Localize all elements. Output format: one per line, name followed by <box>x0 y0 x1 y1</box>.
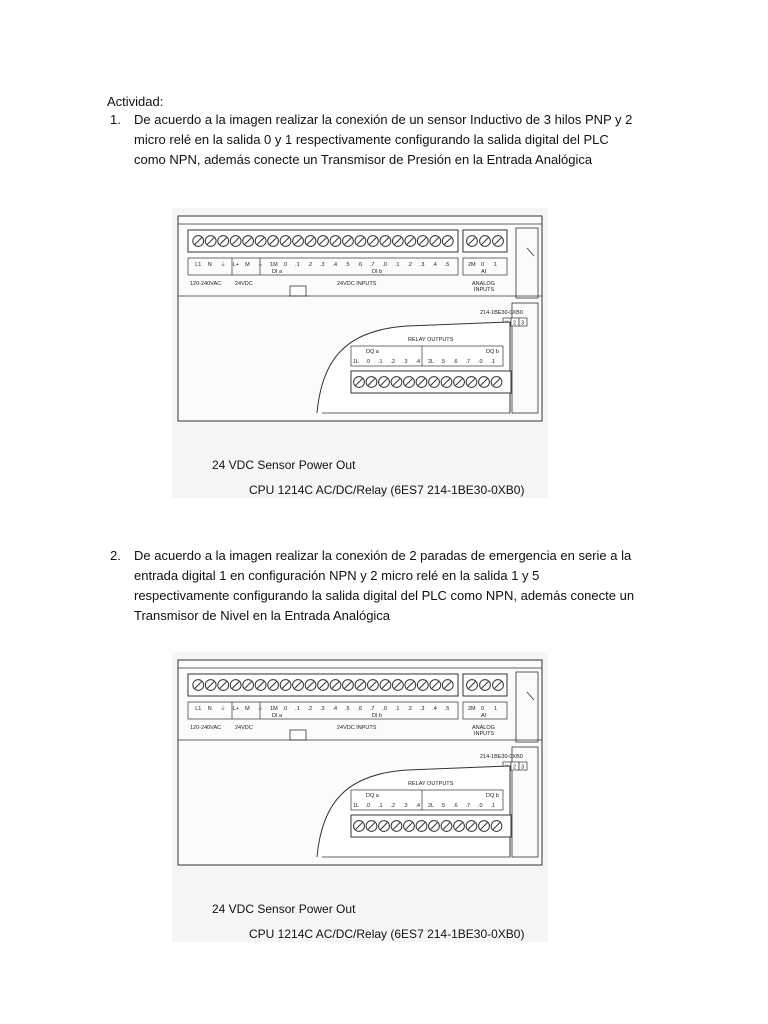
analog-label: ANALOG <box>472 281 495 287</box>
group-label-dia: DI a <box>272 713 283 719</box>
dc-label: 24VDC <box>235 725 253 731</box>
terminal-label: .0 <box>282 262 288 268</box>
terminal-label: .7 <box>369 262 375 268</box>
terminal-label: .2 <box>390 359 396 365</box>
relay-title: RELAY OUTPUTS <box>408 781 454 787</box>
item-number: 2. <box>110 548 121 563</box>
sensor-power-label: 24 VDC Sensor Power Out <box>212 458 356 472</box>
terminal-label: ⏚ <box>257 706 264 712</box>
terminal-label: ⏚ <box>220 706 226 712</box>
item-line: De acuerdo a la imagen realizar la conexión de un sensor Inductivo de 3 hilos PNP y 2 <box>134 112 633 127</box>
terminal-label: 0 <box>481 262 485 268</box>
x-box-label: 2 <box>513 320 517 327</box>
group-label-dia: DI a <box>272 269 283 275</box>
terminal-label: .2 <box>407 262 412 268</box>
cpu-model-label: CPU 1214C AC/DC/Relay (6ES7 214-1BE30-0XB0) <box>249 927 525 941</box>
terminal-label: .1 <box>378 359 383 365</box>
inputs-label: 24VDC INPUTS <box>337 281 377 287</box>
terminal-label: .4 <box>332 262 338 268</box>
terminal-label: .4 <box>432 706 437 712</box>
terminal-label: .5 <box>440 803 446 809</box>
terminal-label: 1M <box>270 706 278 712</box>
sensor-power-label: 24 VDC Sensor Power Out <box>212 902 356 916</box>
terminal-label: .0 <box>382 262 387 268</box>
group-label-ai: AI <box>481 269 487 275</box>
terminal-label: 1 <box>494 262 498 268</box>
terminal-label: .3 <box>320 706 325 712</box>
cpu-model-label: CPU 1214C AC/DC/Relay (6ES7 214-1BE30-0XB0) <box>249 483 525 497</box>
item-line: De acuerdo a la imagen realizar la conexión de 2 paradas de emergencia en serie a la <box>134 548 632 563</box>
group-label-dib: DI b <box>372 713 383 719</box>
analog-label: INPUTS <box>474 731 495 737</box>
terminal-label: .6 <box>453 359 458 365</box>
terminal-label: .4 <box>415 359 421 365</box>
terminal-label: .2 <box>390 803 396 809</box>
x-box-label: 3 <box>521 764 525 771</box>
plc-wiring-diagram <box>172 652 548 942</box>
item-line: micro relé en la salida 0 y 1 respectivamente configurando la salida digital del PLC <box>134 132 609 147</box>
item-line: Transmisor de Nivel en la Entrada Analógica <box>134 608 391 623</box>
group-label-dqa: DQ a <box>366 793 379 799</box>
plc-diagram-drawing <box>172 208 548 498</box>
terminal-label: .3 <box>403 359 408 365</box>
terminal-label: .3 <box>403 803 408 809</box>
terminal-label: .1 <box>394 706 400 712</box>
terminal-label: .1 <box>490 359 496 365</box>
terminal-label: .6 <box>357 706 363 712</box>
terminal-label: .1 <box>295 262 300 268</box>
terminal-label: .1 <box>394 262 400 268</box>
group-label-dqa: DQ a <box>366 349 379 355</box>
part-number: 214-1BE30-0XB0 <box>480 310 523 316</box>
group-label-dqb: DQ b <box>486 349 499 355</box>
terminal-label: .7 <box>465 803 471 809</box>
terminal-label: M <box>245 262 250 268</box>
plc-diagram-drawing <box>172 652 548 942</box>
group-label-dib: DI b <box>372 269 383 275</box>
terminal-label: .7 <box>465 359 471 365</box>
terminal-label: .0 <box>478 803 483 809</box>
terminal-label: M <box>245 706 250 712</box>
part-number: 214-1BE30-0XB0 <box>480 754 523 760</box>
din-clip <box>290 730 306 740</box>
terminal-label: .2 <box>307 262 313 268</box>
terminal-label: .0 <box>365 359 371 365</box>
terminal-label: .3 <box>320 262 325 268</box>
terminal-label: 2L <box>428 803 435 809</box>
x-box-label: 3 <box>521 320 525 327</box>
analog-label: INPUTS <box>474 287 495 293</box>
terminal-label: .0 <box>382 706 387 712</box>
x-box-label: 2 <box>513 764 517 771</box>
terminal-label: N <box>207 706 212 712</box>
terminal-label: 2M <box>468 262 476 268</box>
terminal-label: .5 <box>444 262 450 268</box>
terminal-label: 0 <box>481 706 485 712</box>
terminal-label: 2M <box>468 706 476 712</box>
terminal-label: L1 <box>195 262 202 268</box>
dc-label: 24VDC <box>235 281 253 287</box>
terminal-label: .4 <box>415 803 421 809</box>
terminal-label: 1 <box>494 706 498 712</box>
terminal-label: .4 <box>332 706 338 712</box>
terminal-label: .1 <box>378 803 383 809</box>
terminal-label: .2 <box>407 706 412 712</box>
supply-label: 120-240VAC <box>190 281 222 287</box>
terminal-label: .6 <box>453 803 458 809</box>
terminal-label: 1L <box>353 803 360 809</box>
item-line: respectivamente configurando la salida digital del PLC como NPN, además conecte un <box>134 588 635 603</box>
item-text <box>134 546 669 626</box>
analog-label: ANALOG <box>472 725 495 731</box>
terminal-label: .1 <box>490 803 496 809</box>
group-label-dqb: DQ b <box>486 793 499 799</box>
terminal-label: .0 <box>282 706 288 712</box>
plc-wiring-diagram <box>172 208 548 498</box>
inputs-label: 24VDC INPUTS <box>337 725 377 731</box>
terminal-label: 1L <box>353 359 360 365</box>
supply-label: 120-240VAC <box>190 725 222 731</box>
terminal-label: .5 <box>344 262 350 268</box>
terminal-label: ⏚ <box>257 262 264 268</box>
terminal-label: 2L <box>428 359 435 365</box>
terminal-label: .0 <box>478 359 483 365</box>
terminal-label: .6 <box>357 262 363 268</box>
terminal-label: L+ <box>232 262 239 268</box>
terminal-label: .7 <box>369 706 375 712</box>
terminal-label: ⏚ <box>220 262 226 268</box>
item-text <box>134 110 669 170</box>
item-line: entrada digital 1 en configuración NPN y 2 micro relé en la salida 1 y 5 <box>134 568 540 583</box>
group-label-ai: AI <box>481 713 487 719</box>
terminal-label: N <box>207 262 212 268</box>
terminal-label: .3 <box>419 706 425 712</box>
terminal-label: L1 <box>195 706 202 712</box>
relay-title: RELAY OUTPUTS <box>408 337 454 343</box>
din-clip <box>290 286 306 296</box>
terminal-label: .4 <box>432 262 437 268</box>
terminal-label: .0 <box>365 803 371 809</box>
terminal-label: .5 <box>440 359 446 365</box>
terminal-label: .2 <box>307 706 313 712</box>
terminal-label: 1M <box>270 262 278 268</box>
terminal-label: .3 <box>419 262 425 268</box>
terminal-label: .5 <box>344 706 350 712</box>
activity-heading: Actividad: <box>107 94 164 109</box>
item-number: 1. <box>110 112 121 127</box>
terminal-label: L+ <box>232 706 239 712</box>
item-line: como NPN, además conecte un Transmisor de Presión en la Entrada Analógica <box>134 152 593 167</box>
terminal-label: .5 <box>444 706 450 712</box>
terminal-label: .1 <box>295 706 300 712</box>
